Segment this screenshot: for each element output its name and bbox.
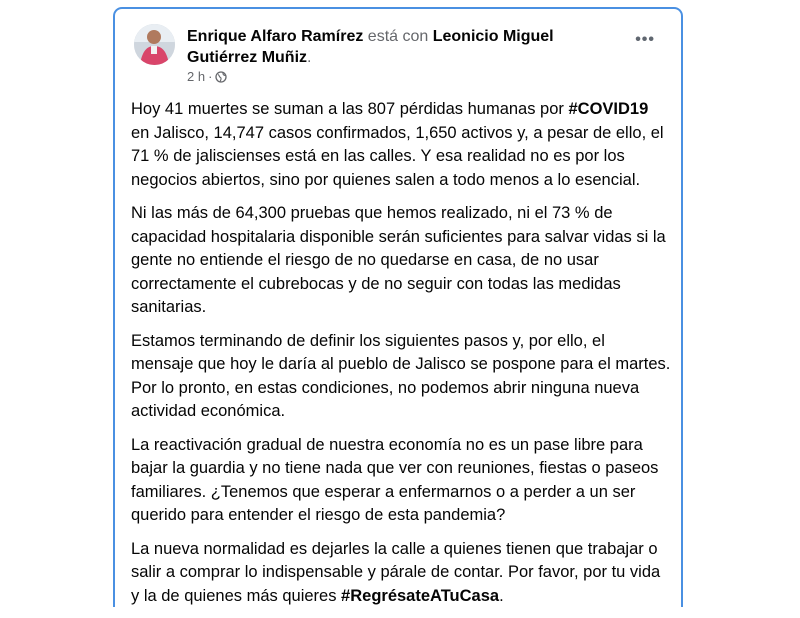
paragraph-text: La nueva normalidad es dejarles la calle a quienes tienen que trabajar o salir a comprar lo indispensable y párale de contar. Por favor, por tu vida y la de quienes más quieres xyxy=(131,539,661,605)
meta-separator: · xyxy=(208,69,213,84)
hashtag-link[interactable]: #COVID19 xyxy=(568,100,649,118)
paragraph-text: La reactivación gradual de nuestra economía no es un pase libre para bajar la guardia y no tiene nada que ver con reuniones, fiestas o paseos familiares. ¿Tenemos que esperar a enfermarnos o a perder a un ser querido para entender el riesgo de esta pandemia? xyxy=(131,435,659,524)
tagged-name[interactable]: Leonicio Miguel Gutiérrez Muñiz xyxy=(187,28,554,66)
post-card xyxy=(113,7,683,607)
post-header xyxy=(187,26,607,68)
globe-icon[interactable] xyxy=(215,71,227,83)
hashtag-link[interactable]: #RegrésateATuCasa xyxy=(341,586,500,605)
post-paragraph xyxy=(131,330,671,424)
more-options-button[interactable]: ••• xyxy=(635,31,655,48)
post-body xyxy=(131,98,671,618)
avatar[interactable] xyxy=(134,24,175,65)
post-paragraph xyxy=(131,98,671,192)
post-paragraph xyxy=(131,538,671,609)
paragraph-text: Estamos terminando de definir los siguientes pasos y, por ello, el mensaje que hoy le daría al pueblo de Jalisco se pospone para el martes. Por lo pronto, en estas condiciones, no podemos abrir ninguna nueva actividad económica. xyxy=(131,331,671,420)
paragraph-text: Ni las más de 64,300 pruebas que hemos realizado, ni el 73 % de capacidad hospitalaria disponible serán suficientes para salvar vidas si la gente no entiende el riesgo de no quedarse en casa, de no usar correctamente el cubrebocas y de no seguir con todas las medidas sanitarias. xyxy=(131,204,666,316)
paragraph-text: en Jalisco, 14,747 casos confirmados, 1,650 activos y, a pesar de ello, el 71 % de jaliscienses está en las calles. Y esa realidad no es por los negocios abiertos, sino por quienes salen a todo menos a lo esencial. xyxy=(131,123,664,189)
post-time[interactable]: 2 h xyxy=(187,69,206,84)
post-paragraph xyxy=(131,434,671,528)
paragraph-text: Hoy 41 muertes se suman a las 807 pérdidas humanas por xyxy=(131,100,569,118)
post-paragraph xyxy=(131,202,671,320)
with-text: está con xyxy=(367,28,429,45)
author-name[interactable]: Enrique Alfaro Ramírez xyxy=(187,28,364,45)
paragraph-text: . xyxy=(499,586,504,605)
header-period: . xyxy=(307,49,312,66)
post-meta xyxy=(187,69,227,84)
